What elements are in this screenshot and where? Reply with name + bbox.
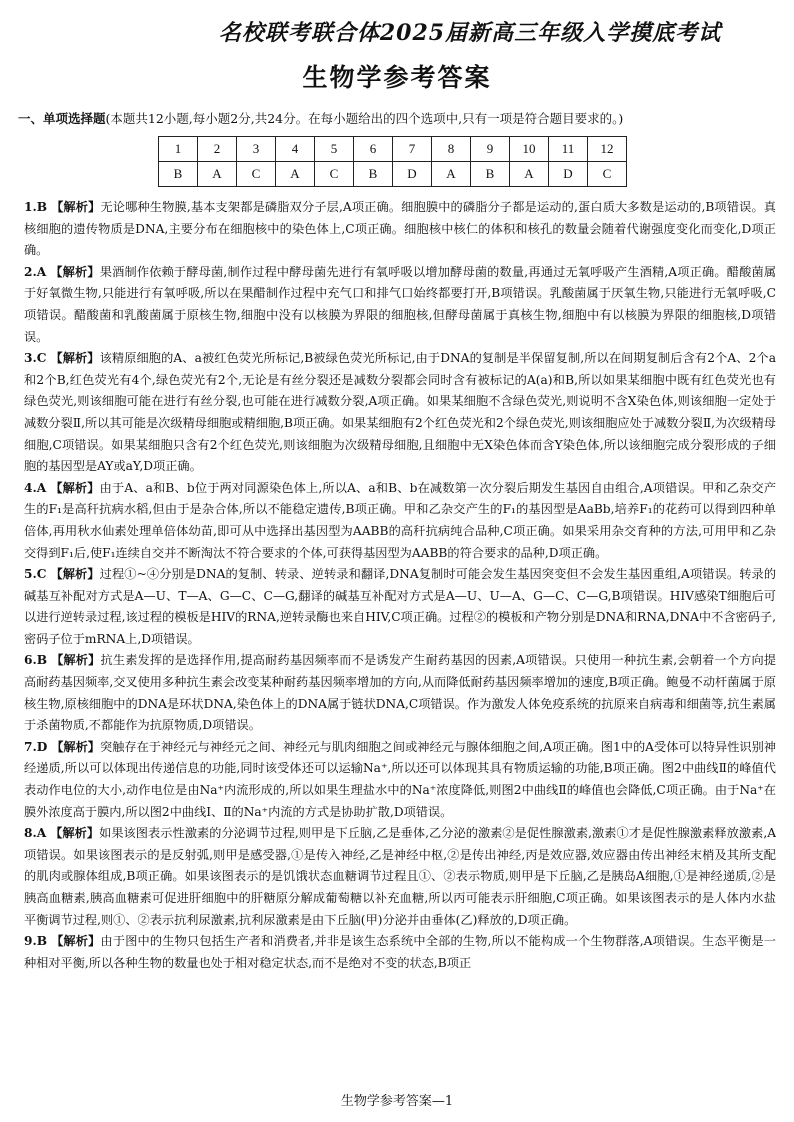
answer-table-answer-row xyxy=(159,162,627,187)
question-number-cell: 12 xyxy=(588,137,627,162)
answer-cell: C xyxy=(588,162,627,187)
section-heading-instructions: (本题共12小题,每小题2分,共24分。在每小题给出的四个选项中,只有一项是符合题目要求的。) xyxy=(105,111,624,126)
analysis-tag: 【解析】 xyxy=(50,567,100,582)
answer-cell: A xyxy=(510,162,549,187)
answer-cell: A xyxy=(432,162,471,187)
section-heading xyxy=(18,110,778,128)
question-number-cell: 9 xyxy=(471,137,510,162)
question-label: 8.A xyxy=(24,826,47,841)
answer-cell: C xyxy=(315,162,354,187)
page-footer: 生物学参考答案—1 xyxy=(340,1094,454,1109)
answer-cell: B xyxy=(159,162,198,187)
question-label: 5.C xyxy=(24,567,47,582)
question-number-cell: 4 xyxy=(276,137,315,162)
analysis-tag: 【解析】 xyxy=(50,264,100,279)
analysis-tag: 【解析】 xyxy=(51,934,101,949)
answer-explanation xyxy=(24,197,776,262)
question-label: 2.A xyxy=(24,264,47,279)
answer-cell: A xyxy=(198,162,237,187)
explanation-text: 无论哪种生物膜,基本支架都是磷脂双分子层,A项正确。细胞膜中的磷脂分子都是运动的,蛋白质大多数是运动的,B项错误。真核细胞的遗传物质是DNA,主要分布在细胞核中的染色体上,C项正确。细胞核中核仁的体积和核孔的数量会随着代谢强度变化而变化,D项正确。 xyxy=(24,200,776,258)
question-number-cell: 1 xyxy=(159,137,198,162)
question-number-cell: 2 xyxy=(198,137,237,162)
explanation-text: 该精原细胞的A、a被红色荧光所标记,B被绿色荧光所标记,由于DNA的复制是半保留复制,所以在间期复制后含有2个A、2个a和2个B,红色荧光有4个,绿色荧光有2个,无论是有丝分裂还是减数分裂都会同时含有被标记的A(a)和B,所以如果某细胞中既有红色荧光也有绿色荧光,则该细胞可能在进行有丝分裂,也可能在进行减数分裂,A项正确。如果某细胞不含绿色荧光,则说明不含X染色体,则该细胞一定处于减数分裂Ⅱ,所以其可能是次级精母细胞或精细胞,B项正确。如果某细胞有2个红色荧光和2个绿色荧光,则该细胞应处于减数分裂Ⅱ,为次级精母细胞,C项错误。如果某细胞只含有2个红色荧光,则该细胞为次级精母细胞,且细胞中无X染色体而含Y染色体,所以该细胞完成分裂形成的子细胞的基因型是AY或aY,D项正确。 xyxy=(24,351,776,474)
question-label: 4.A xyxy=(24,480,47,495)
analysis-tag: 【解析】 xyxy=(51,653,101,668)
analysis-tag: 【解析】 xyxy=(51,739,100,754)
explanation-text: 过程①~④分别是DNA的复制、转录、逆转录和翻译,DNA复制时可能会发生基因突变但不会发生基因重组,A项错误。转录的碱基互补配对方式是A—U、T—A、G—C、C—G,翻译的碱基互补配对方式是A—U、U—A、G—C、C—G,B项错误。HIV感染T细胞后可以进行逆转录过程,该过程的模板是HIV的RNA,逆转录酶也来自HIV,C项正确。过程②的模板和产物分别是DNA和RNA,DNA中不含密码子,密码子位于mRNA上,D项错误。 xyxy=(24,567,776,646)
exam-title: 名校联考联合体2025届新高三年级入学摸底考试 xyxy=(218,20,722,46)
question-number-cell: 7 xyxy=(393,137,432,162)
analysis-tag: 【解析】 xyxy=(50,826,100,841)
answer-explanation xyxy=(24,262,776,348)
answer-key-table xyxy=(158,136,627,187)
question-number-cell: 5 xyxy=(315,137,354,162)
question-number-cell: 10 xyxy=(510,137,549,162)
analysis-tag: 【解析】 xyxy=(50,480,100,495)
answer-cell: A xyxy=(276,162,315,187)
answer-explanation xyxy=(24,348,776,478)
explanation-text: 由于图中的生物只包括生产者和消费者,并非是该生态系统中全部的生物,所以不能构成一个生物群落,A项错误。生态平衡是一种相对平衡,所以各种生物的数量也处于相对稳定状态,而不是绝对不变的状态,B项正 xyxy=(24,934,776,970)
answer-explanation xyxy=(24,931,776,974)
question-number-cell: 11 xyxy=(549,137,588,162)
question-number-cell: 6 xyxy=(354,137,393,162)
question-number-cell: 8 xyxy=(432,137,471,162)
question-label: 6.B xyxy=(24,653,48,668)
answer-cell: D xyxy=(393,162,432,187)
question-label: 3.C xyxy=(24,351,47,366)
explanation-text: 由于A、a和B、b位于两对同源染色体上,所以A、a和B、b在减数第一次分裂后期发生基因自由组合,A项错误。甲和乙杂交产生的F₁是高秆抗病水稻,但由于是杂合体,所以不能稳定遗传,B项正确。甲和乙杂交产生的F₁的基因型是AaBb,培养F₁的花药可以得到四种单倍体,再用秋水仙素处理单倍体幼苗,即可从中选择出基因型为AABB的高秆抗病纯合品种,C项正确。如果采用杂交育种的方法,可用甲和乙杂交得到F₁后,使F₁连续自交并不断淘汰不符合要求的个体,可获得基因型为AABB的符合要求的品种,D项正确。 xyxy=(24,480,776,560)
analysis-tag: 【解析】 xyxy=(50,351,100,366)
answer-table-number-row xyxy=(159,137,627,162)
answer-explanation xyxy=(24,564,776,650)
answer-cell: C xyxy=(237,162,276,187)
answer-explanation xyxy=(24,650,776,736)
explanations-list xyxy=(24,197,776,974)
question-number-cell: 3 xyxy=(237,137,276,162)
document-title: 生物学参考答案 xyxy=(302,63,492,92)
answer-cell: B xyxy=(354,162,393,187)
explanation-text: 抗生素发挥的是选择作用,提高耐药基因频率而不是诱发产生耐药基因的因素,A项错误。只使用一种抗生素,会朝着一个方向提高耐药基因频率,交叉使用多种抗生素会改变某种耐药基因频率增加的方向,从而降低耐药基因频率增加的速度,B项正确。鲍曼不动杆菌属于原核生物,原核细胞中的DNA是环状DNA,染色体上的DNA属于链状DNA,C项错误。作为激发人体免疫系统的抗原来自病毒和细菌等,抗生素属于杀菌物质,不都能作为抗原物质,D项错误。 xyxy=(24,653,776,733)
question-label: 9.B xyxy=(24,934,48,949)
answer-cell: B xyxy=(471,162,510,187)
explanation-text: 突触存在于神经元与神经元之间、神经元与肌肉细胞之间或神经元与腺体细胞之间,A项正确。图1中的A受体可以特异性识别神经递质,所以可以体现出传递信息的功能,同时该受体还可以运输Na⁺,所以还可以体现其具有物质运输的功能,B项正确。图2中曲线Ⅱ的峰值代表动作电位的大小,动作电位是由Na⁺内流形成的,所以如果生理盐水中的Na⁺浓度降低,则图2中曲线Ⅱ的峰值也会降低,C项正确。由于Na⁺在膜外浓度高于膜内,所以图2中曲线Ⅰ、Ⅱ的Na⁺内流的方式是协助扩散,D项错误。 xyxy=(24,739,776,819)
explanation-text: 果酒制作依赖于酵母菌,制作过程中酵母菌先进行有氧呼吸以增加酵母菌的数量,再通过无氧呼吸产生酒精,A项正确。醋酸菌属于好氧微生物,只能进行有氧呼吸,所以在果醋制作过程中充气口和排气口始终都要打开,B项错误。乳酸菌属于厌氧生物,只能进行无氧呼吸,C项错误。醋酸菌和乳酸菌属于原核生物,细胞中没有以核膜为界限的细胞核,但酵母菌属于真核生物,细胞中有以核膜为界限的细胞核,D项错误。 xyxy=(24,264,776,344)
answer-explanation xyxy=(24,737,776,823)
answer-explanation xyxy=(24,823,776,931)
answer-explanation xyxy=(24,478,776,564)
section-heading-label: 一、单项选择题 xyxy=(18,111,106,126)
analysis-tag: 【解析】 xyxy=(51,200,101,214)
question-label: 7.D xyxy=(24,739,48,754)
question-label: 1.B xyxy=(24,200,48,214)
answer-cell: D xyxy=(549,162,588,187)
explanation-text: 如果该图表示性激素的分泌调节过程,则甲是下丘脑,乙是垂体,乙分泌的激素②是促性腺激素,激素①才是促性腺激素释放激素,A项错误。如果该图表示的是反射弧,则甲是感受器,①是传入神经,乙是神经中枢,②是传出神经,丙是效应器,效应器由传出神经末梢及其所支配的肌肉或腺体组成,B项正确。如果该图表示的是饥饿状态血糖调节过程且①、②表示物质,则甲是下丘脑,乙是胰岛A细胞,①是神经递质,②是胰高血糖素,胰高血糖素可促进肝细胞中的肝糖原分解成葡萄糖以补充血糖,所以丙可能表示肝细胞,C项正确。如果该图表示的是人体内水盐平衡调节过程,则①、②表示抗利尿激素,抗利尿激素是由下丘脑(甲)分泌并由垂体(乙)释放的,D项正确。 xyxy=(24,826,776,927)
